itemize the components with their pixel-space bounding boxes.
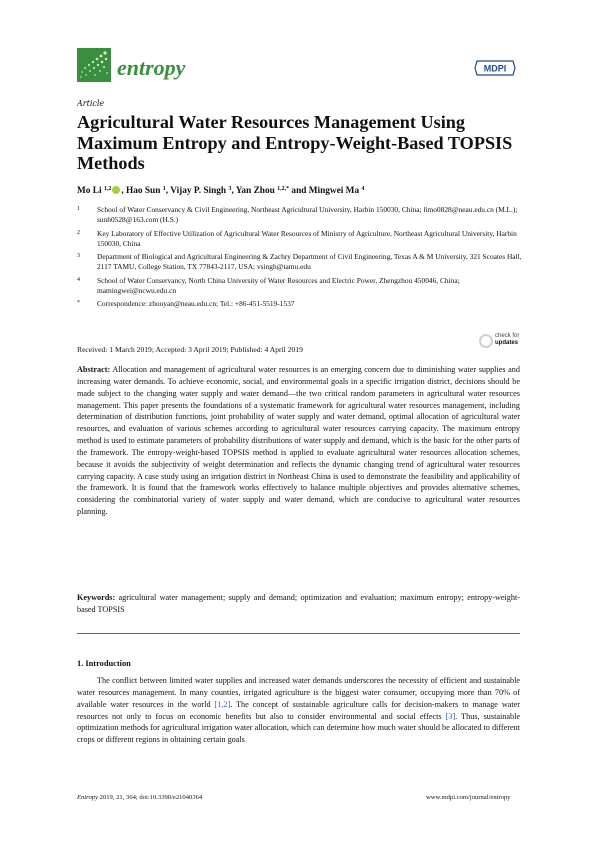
affiliation-number: 2 <box>77 229 80 236</box>
affiliation-number: * <box>77 300 80 307</box>
keywords <box>77 592 520 616</box>
affiliation-item <box>77 205 527 225</box>
affiliation-text: School of Water Conservancy, North China University of Water Resources and Electric Power, Zhengzhou 450046, China; mamingwei@ncwu.edu.cn <box>97 275 460 295</box>
affiliation-number: 4 <box>77 276 80 283</box>
publication-dates: Received: 1 March 2019; Accepted: 3 April 2019; Published: 4 April 2019 <box>77 345 303 354</box>
paper-title: Agricultural Water Resources Management Using Maximum Entropy and Entropy-Weight-Based TOPSIS Methods <box>77 112 513 173</box>
citation-link[interactable]: [3] <box>445 711 456 721</box>
affiliation-item <box>77 252 527 272</box>
footer-url[interactable]: www.mdpi.com/journal/entropy <box>426 794 511 801</box>
author-sup: 1,2,* <box>277 186 290 192</box>
abstract <box>77 364 520 518</box>
affiliation-list <box>77 205 527 313</box>
affiliation-text: Department of Biological and Agricultural Engineering & Zachry Department of Civil Engineering, Texas A & M University, 321 Scoates Hall, 2117 TAMU, College Station, TX 77843-2117, USA; vsingh@tamu.edu <box>97 252 522 272</box>
mdpi-logo-icon <box>474 60 516 80</box>
footer-doi: 2019, 21, 364; doi:10.3390/e21040364 <box>98 794 203 801</box>
abstract-text: Allocation and management of agricultural water resources is an emerging concern due to diminishing water supplies and increasing water demands. To achieve economic, social, and environmental goals in a specific irrigation district, decisions should be made subject to the changing water supply and water demand—the two critical random parameters in agricultural water resources management. This paper presents the foundations of a systematic framework for agricultural water resources management, including determination of distribution functions, joint probability of water supply and water demand, optimal allocation of agricultural water resources, and evaluation of various schemes according to agricultural water resources carrying capacity. The maximum entropy method is used to estimate parameters of probability distributions of water supply and demand, which is the basic for the other parts of the framework. The entropy-weight-based TOPSIS method is applied to evaluate agricultural water resources allocation schemes, because it avoids the subjectivity of weight determination and reflects the dynamic changing trend of agricultural water resources carrying capacity. A case study using an irrigation district in Northeast China is used to demonstrate the feasibility and applicability of the framework. It is found that the framework works effectively to balance multiple objectives and provides alternative schemes, considering the combinatorial variety of water supply and water demand, which are conducive to agricultural water resources planning. <box>77 365 520 517</box>
citation-link[interactable]: [1,2] <box>214 699 231 709</box>
affiliation-item <box>77 276 527 296</box>
mdpi-logo-text: MDPI <box>483 63 507 74</box>
keywords-text: agricultural water management; supply and demand; optimization and evaluation; maximum entropy; entropy-weight-based TOPSIS <box>77 593 520 614</box>
affiliation-text: School of Water Conservancy & Civil Engineering, Northeast Agricultural University, Harbin 150030, China; limo0828@neau.edu.cn (M.L.); sunh0528@163.com (H.S.) <box>97 205 518 225</box>
author-sup: 1 <box>162 186 166 192</box>
keywords-label: Keywords: <box>77 593 116 602</box>
check-updates-line2: updates <box>495 340 519 346</box>
article-type: Article <box>77 99 105 108</box>
entropy-logo-icon <box>77 48 111 82</box>
check-updates-line1: check for <box>495 333 520 339</box>
affiliation-number: 1 <box>77 206 80 212</box>
section-heading: 1. Introduction <box>77 659 131 668</box>
correspondence-text: Correspondence: zhouyan@neau.edu.cn; Tel.: +86-451-5519-1537 <box>97 299 295 309</box>
affiliation-number: 3 <box>77 253 80 260</box>
author-list: Mo Li $^{1,2}$ , Hao Sun $^1$, Vijay P. Singh $^3$, Yan Zhou $^{1,2,*}$ and Mingwei Ma $^4$ <box>77 186 365 196</box>
author-name: Yan Zhou <box>235 186 275 196</box>
author-name: Mo Li <box>77 186 102 196</box>
affiliation-text: Key Laboratory of Effective Utilization of Agricultural Water Resources of Ministry of Agriculture, Northeast Agricultural University, Harbin 150030, China <box>97 228 517 248</box>
correspondence-item <box>77 299 527 309</box>
author-name: Mingwei Ma <box>308 186 360 196</box>
section-divider <box>77 633 520 634</box>
intro-paragraph: The conflict between limited water supplies and increased water demands underscores the necessity of efficient and sustainable water resources management. In many counties, irrigated agriculture is the biggest water consumer, occupying more than 70% of available water resources in the world [1,2]. The concept of sustainable agriculture calls for decision-makers to manage water resources not only to focus on economic benefits but also to consider environmental and social effects [3]. Thus, sustainable optimization methods for agricultural irrigation water allocation, which can determine how much water should be allocated to different crops or different regions in obtaining certain goals <box>77 676 520 745</box>
affiliation-item <box>77 229 527 249</box>
footer-journal: Entropy <box>77 794 98 801</box>
journal-brand: entropy <box>117 55 186 80</box>
author-sup: 1,2 <box>103 186 112 192</box>
author-name: Vijay P. Singh <box>170 186 227 196</box>
orcid-icon[interactable] <box>112 186 120 194</box>
footer-citation <box>77 794 202 801</box>
author-sup: 4 <box>361 186 365 192</box>
author-name: Hao Sun <box>126 186 161 196</box>
check-for-updates-badge[interactable] <box>479 332 529 352</box>
abstract-label: Abstract: <box>77 365 111 374</box>
check-updates-icon <box>479 334 493 348</box>
author-sup: 3 <box>228 186 232 192</box>
